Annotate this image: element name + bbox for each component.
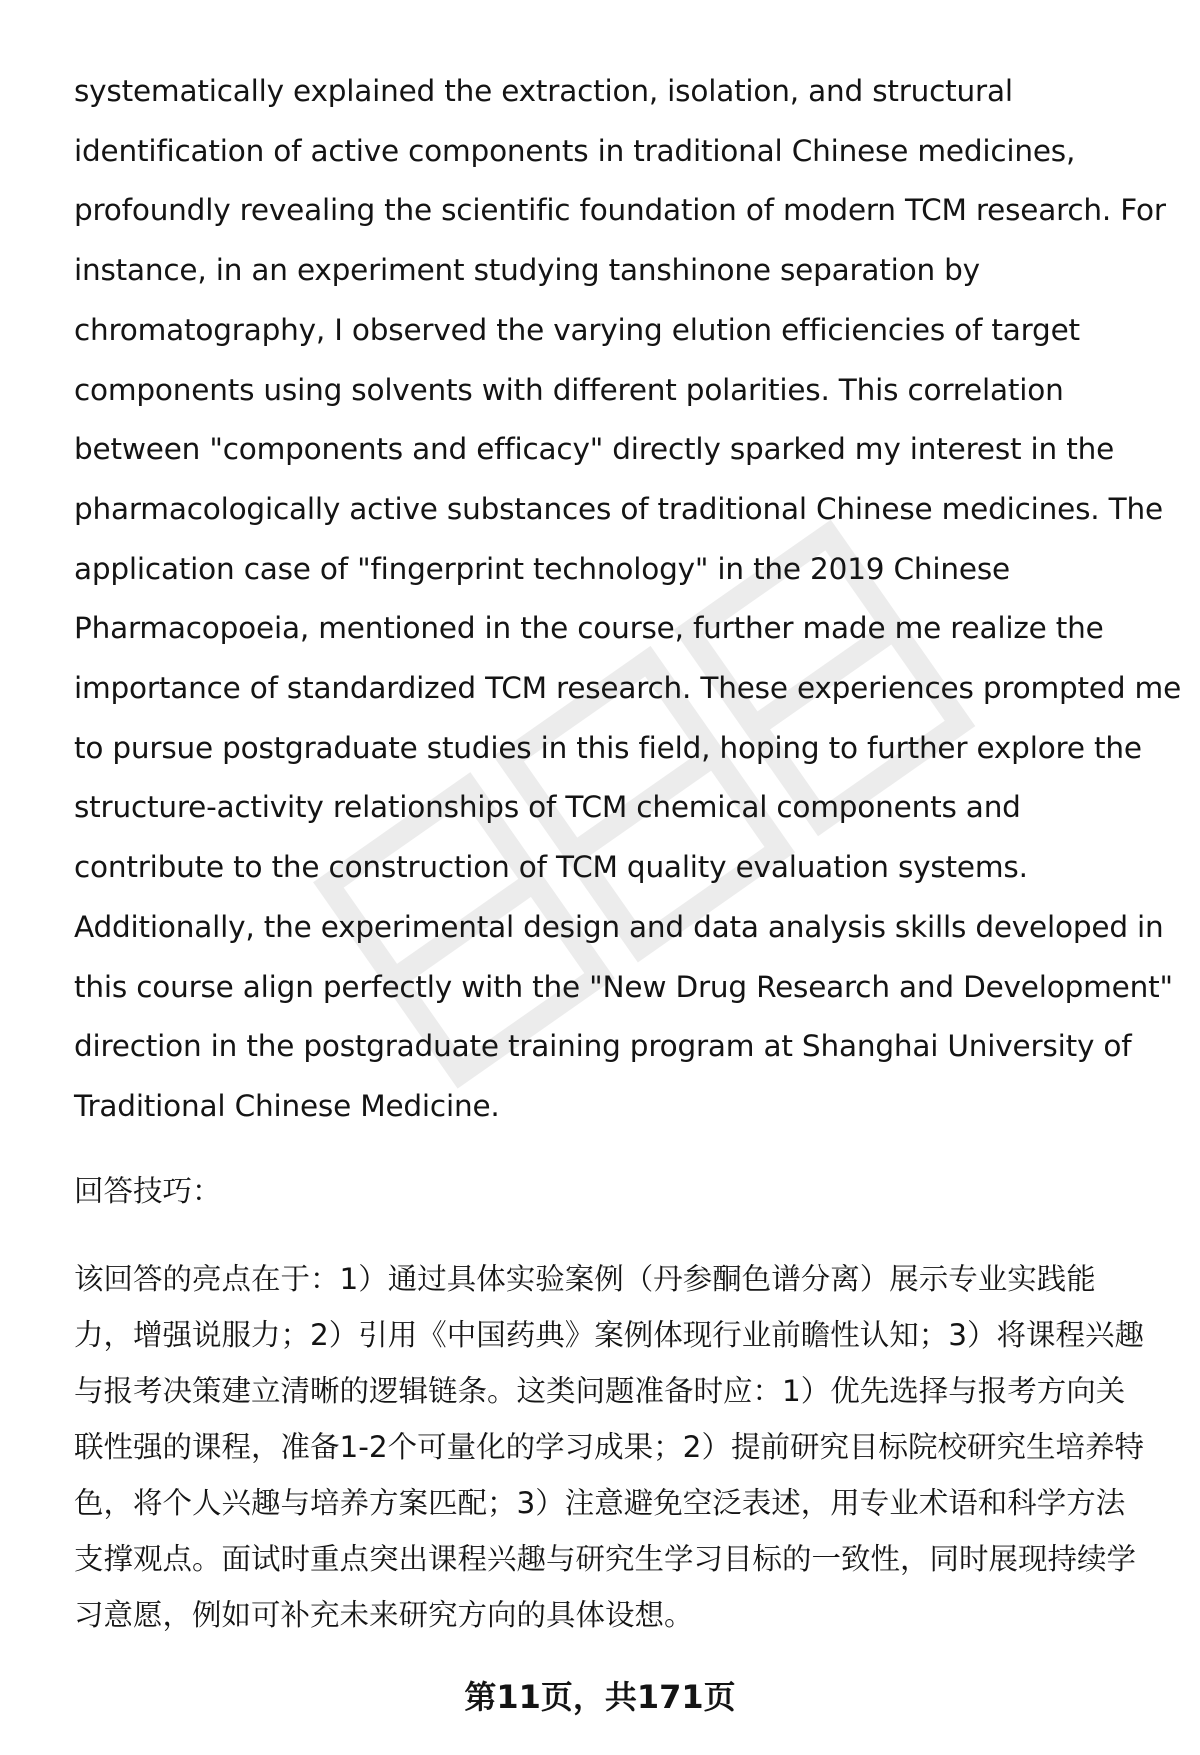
tips-heading: 回答技巧： (74, 1174, 222, 1208)
answer-text-line: pharmacologically active substances of traditional Chinese medicines. The (74, 491, 1163, 526)
answer-text-line: to pursue postgraduate studies in this field, hoping to further explore the (74, 730, 1142, 765)
answer-text-line: identification of active components in traditional Chinese medicines, (74, 133, 1076, 168)
tips-text-line: 与报考决策建立清晰的逻辑链条。这类问题准备时应：1）优先选择与报考方向关 (74, 1373, 1126, 1408)
answer-text-line: systematically explained the extraction, isolation, and structural (74, 74, 1013, 108)
page-number-footer: 第11页，共171页 (464, 1678, 736, 1716)
tips-paragraph (74, 1221, 1154, 1672)
answer-text-line: structure-activity relationships of TCM chemical components and (74, 790, 1021, 825)
tips-text-line: 该回答的亮点在于：1）通过具体实验案例（丹参酮色谱分离）展示专业实践能 (74, 1261, 1096, 1296)
tips-text-line: 色，将个人兴趣与培养方案匹配；3）注意避免空泛表述，用专业术语和科学方法 (74, 1485, 1126, 1520)
answer-text-line: between "components and efficacy" directly sparked my interest in the (74, 432, 1115, 467)
answer-text-line: Pharmacopoeia, mentioned in the course, further made me realize the (74, 611, 1104, 646)
answer-text-line: chromatography, I observed the varying elution efficiencies of target (74, 312, 1080, 347)
tips-text-line: 习意愿，例如可补充未来研究方向的具体设想。 (74, 1597, 694, 1632)
tips-text-line: 联性强的课程，准备1-2个可量化的学习成果；2）提前研究目标院校研究生培养特 (74, 1429, 1144, 1464)
answer-text-line: Additionally, the experimental design and data analysis skills developed in (74, 909, 1164, 944)
answer-text-line: Traditional Chinese Medicine. (74, 1088, 500, 1123)
answer-text-line: importance of standardized TCM research. These experiences prompted me (74, 671, 1182, 706)
answer-text-line: application case of "fingerprint technology" in the 2019 Chinese (74, 551, 1010, 586)
answer-text-line: instance, in an experiment studying tanshinone separation by (74, 253, 980, 288)
answer-text-line: components using solvents with different polarities. This correlation (74, 372, 1064, 407)
answer-text-line: this course align perfectly with the "New Drug Research and Development" (74, 969, 1173, 1004)
tips-text-line: 力，增强说服力；2）引用《中国药典》案例体现行业前瞻性认知；3）将课程兴趣 (74, 1317, 1145, 1352)
answer-text-line: profoundly revealing the scientific foundation of modern TCM research. For (74, 193, 1166, 228)
tips-text-line: 支撑观点。面试时重点突出课程兴趣与研究生学习目标的一致性，同时展现持续学 (74, 1541, 1137, 1576)
answer-paragraph (74, 62, 1182, 1137)
answer-text-line: contribute to the construction of TCM quality evaluation systems. (74, 850, 1028, 885)
answer-text-line: direction in the postgraduate training program at Shanghai University of (74, 1029, 1132, 1064)
